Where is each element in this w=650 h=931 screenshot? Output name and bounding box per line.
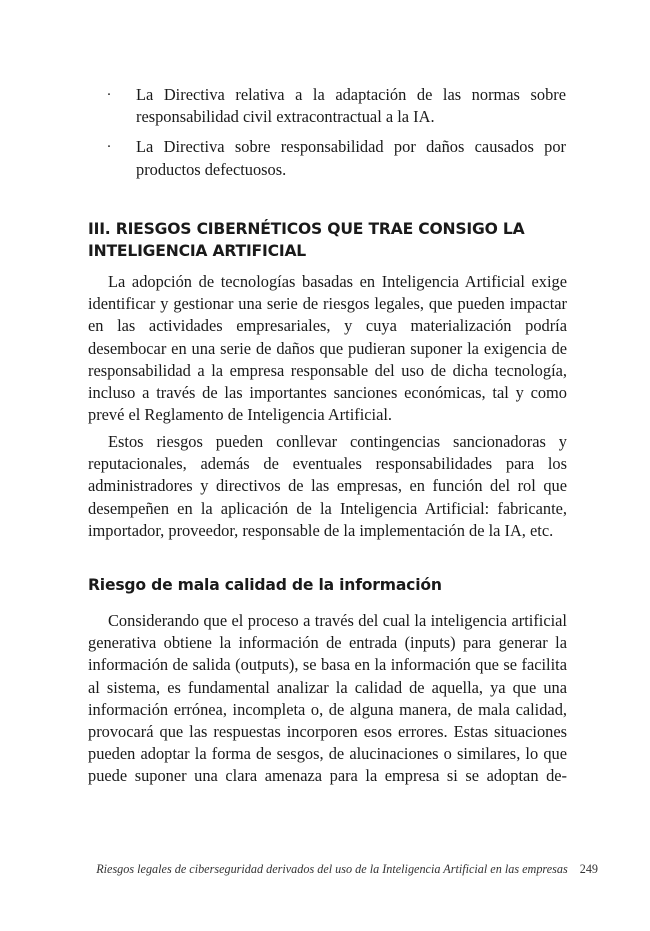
section-heading [88,218,568,262]
bullet-marker: · [106,87,112,103]
body-paragraph [88,610,567,788]
page-number: 249 [579,862,598,876]
section-heading-line-1: III. RIESGOS CIBERNÉTICOS QUE TRAE CONSIGO LA [88,220,525,238]
running-title: Riesgos legales de ciberseguridad derivados del uso de la Inteligencia Artificial en las empresas [96,862,568,876]
section-heading-line-2: INTELIGENCIA ARTIFICIAL [88,242,307,260]
subsection-heading: Riesgo de mala calidad de la información [88,576,442,594]
paragraph-text: Estos riesgos pueden conllevar contingencias sancionadoras y reputacionales, además de eventuales responsabilidades para los administradores y directivos de las empresas, en función del rol que desempeñen en la aplicación de la Inteligencia Artificial: fabricante, importador, proveedor, responsable de la implementación de la IA, etc. [88,432,567,540]
page-footer [96,862,598,877]
paragraph-text: Considerando que el proceso a través del cual la inteligencia artificial generativa obtiene la información de entrada (inputs) para generar la información de salida (outputs), se basa en la información que se facilita al sistema, es fundamental analizar la calidad de aquella, ya que una información errónea, incompleta o, de alguna manera, de mala calidad, provocará que las respuestas incorporen esos errores. Estas situaciones pueden adoptar la forma de sesgos, de alucinaciones o similares, lo que puede suponer una clara amenaza para la empresa si se adoptan de- [88,611,567,786]
list-item [104,84,566,128]
bullet-marker: · [106,139,112,156]
paragraph-text: La adopción de tecnologías basadas en Inteligencia Artificial exige identificar y gestionar una serie de riesgos legales, que pueden impactar en las actividades empresariales, y cuya materialización podría desembocar en una serie de daños que pudieran suponer la exigencia de responsabilidad a la empresa responsable del uso de dicha tecnología, incluso a través de las importantes sanciones económicas, tal y como prevé el Reglamento de Inteligencia Artificial. [88,272,567,425]
body-paragraph [88,271,567,426]
bullet-list [104,84,566,189]
list-item [104,136,566,180]
body-paragraph [88,431,567,542]
list-item-text: La Directiva sobre responsabilidad por daños causados por productos defectuosos. [136,137,566,179]
list-item-text: La Directiva relativa a la adaptación de las normas sobre responsabilidad civil extracontractual a la IA. [136,85,566,127]
